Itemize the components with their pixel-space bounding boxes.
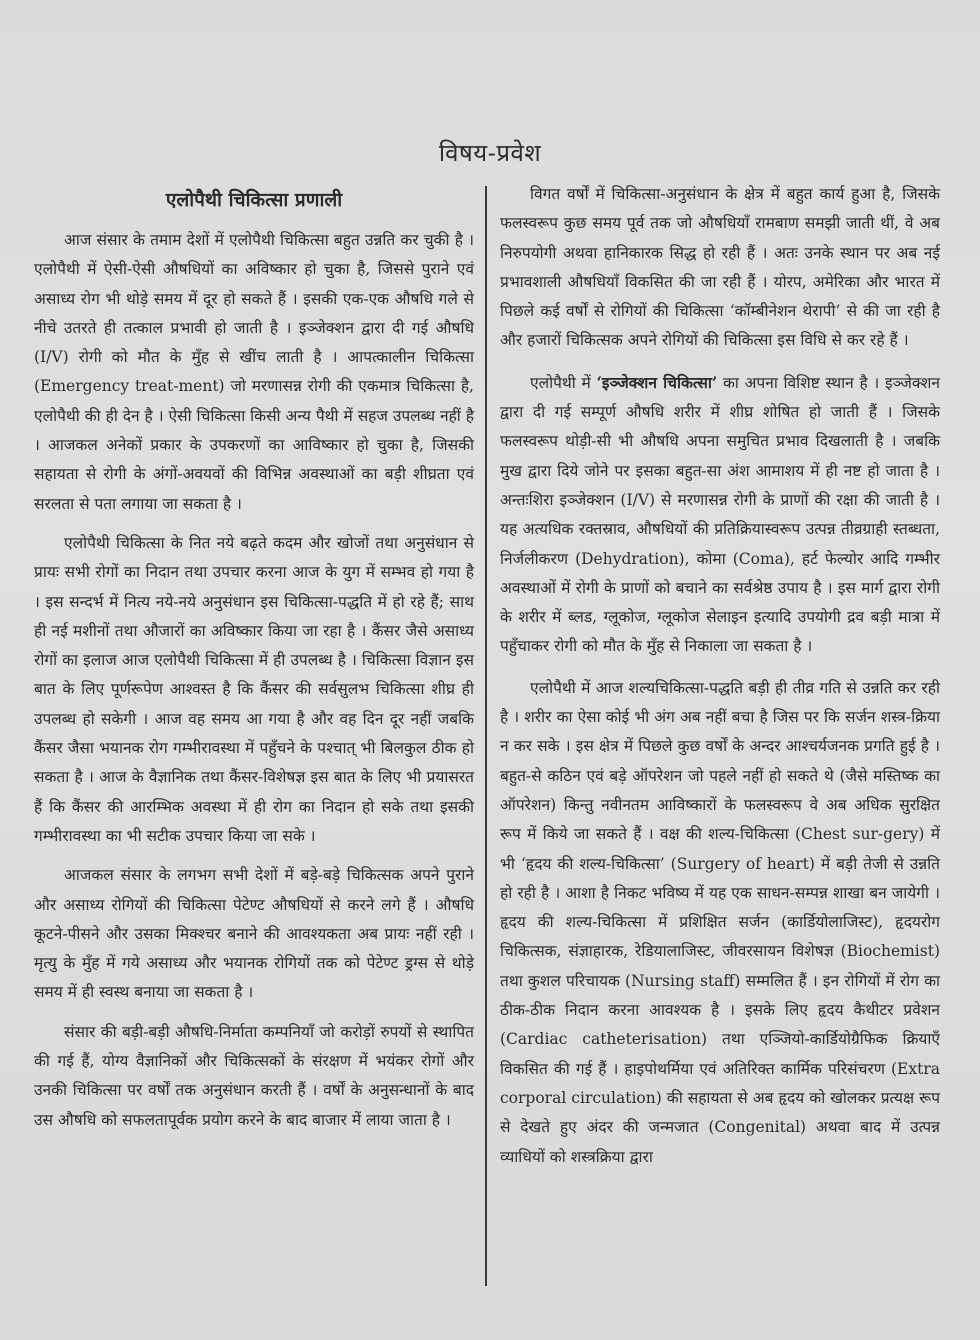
column-divider	[485, 186, 487, 1286]
left-column	[34, 180, 474, 1145]
page-title: विषय-प्रवेश	[438, 139, 542, 167]
paragraph: आज संसार के तमाम देशों में एलोपैथी चिकित्सा बहुत उन्नति कर चुकी है । एलोपैथी में ऐसी-ऐसी औषधियों का अविष्कार हो चुका है, जिससे पुराने एवं असाध्य रोग भी थोड़े समय में दूर हो सकते हैं । इसकी एक-एक औषधि गले से नीचे उतरते ही तत्काल प्रभावी हो जाती है । इञ्जेक्शन द्वारा दी गई औषधि (I/V) रोगी को मौत के मुँह से खींच लाती है । आपत्कालीन चिकित्सा (Emergency treat-ment) जो मरणासन्न रोगी की एकमात्र चिकित्सा है, एलोपैथी की ही देन है । ऐसी चिकित्सा किसी अन्य पैथी में सहज उपलब्ध नहीं है । आजकल अनेकों प्रकार के उपकरणों का आविष्कार हो चुका है, जिसकी सहायता से रोगी के अंगों-अवयवों की विभिन्न अवस्थाओं का बड़ी शीघ्रता एवं सरलता से पता लगाया जा सकता है ।	[34, 231, 474, 513]
paragraph-rest: है । इञ्जेक्शन द्वारा दी गई सम्पूर्ण औषधि शरीर में शीघ्र शोषित हो जाती हैं । जिसके फलस्वरूप थोड़ी-सी भी औषधि अपना समुचित प्रभाव दिखलाती है । जबकि मुख द्वारा दिये जोने पर इसका बहुत-सा अंश आमाशय में ही नष्ट हो जाता है । अन्तःशिरा इञ्जेक्शन (I/V) से मरणासन्न रोगी के प्राणों की रक्षा की जाती है । यह अत्यधिक रक्तस्राव, औषधियों की प्रतिक्रियास्वरूप उत्पन्न तीव्रग्राही स्तब्धता, निर्जलीकरण (Dehydration), कोमा (Coma), हर्ट फेल्योर आदि गम्भीर अवस्थाओं में रोगी के प्राणों को बचाने का सर्वश्रेष्ठ उपाय है । इस मार्ग द्वारा रोगी के शरीर में ब्लड, ग्लूकोज, ग्लूकोज सेलाइन इत्यादि उपयोगी द्रव बड़ी मात्रा में पहुँचाकर रोगी को मौत के मुँह से निकाला जा सकता है ।	[500, 373, 940, 656]
paragraph-injection	[500, 368, 940, 662]
paragraph: संसार की बड़ी-बड़ी औषधि-निर्माता कम्पनियाँ जो करोड़ों रुपयों से स्थापित की गई हैं, योग्य वैज्ञानिकों और चिकित्सकों के संरक्षण में भयंकर रोगों और उनकी चिकित्सा पर वर्षों तक अनुसंधान करती हैं । वर्षों के अनुसन्धानों के बाद उस औषधि को सफलतापूर्वक प्रयोग करने के बाद बाजार में लाया जाता है ।	[34, 1022, 474, 1129]
right-column	[500, 180, 940, 1184]
paragraph: एलोपैथी चिकित्सा के नित नये बढ़ते कदम और खोजों तथा अनुसंधान से प्रायः सभी रोगों का निदान तथा उपचार करना आज के युग में सम्भव हो गया है । इस सन्दर्भ में नित्य नये-नये अनुसंधान इस चिकित्सा-पद्धति में हो रहे हैं; साथ ही नई मशीनों तथा औजारों का अविष्कार किया जा रहा है । कैंसर जैसे असाध्य रोगों का इलाज आज एलोपैथी चिकित्सा में ही उपलब्ध है । चिकित्सा विज्ञान इस बात के लिए पूर्णरूपेण आश्वस्त है कि कैंसर की सर्वसुलभ चिकित्सा शीघ्र ही उपलब्ध हो सकेगी । आज वह समय आ गया है और वह दिन दूर नहीं जबकि कैंसर जैसा भयानक रोग गम्भीरावस्था में पहुँचने के पश्चात् भी बिलकुल ठीक हो सकता है । आज के वैज्ञानिक तथा कैंसर-विशेषज्ञ इस बात के लिए भी प्रयासरत हैं कि कैंसर की आरम्भिक अवस्था में ही रोग का निदान हो सके तथा इसकी गम्भीरावस्था का भी सटीक उपचार किया जा सके ।	[34, 533, 474, 845]
bold-term: ‘इञ्जेक्शन चिकित्सा’	[596, 372, 718, 392]
paragraph: विगत वर्षों में चिकित्सा-अनुसंधान के क्षेत्र में बहुत कार्य हुआ है, जिसके फलस्वरूप कुछ समय पूर्व तक जो औषधियाँ रामबाण समझी जाती थीं, वे अब निरुपयोगी अथवा हानिकारक सिद्ध हो रही हैं । अतः उनके स्थान पर अब नई प्रभावशाली औषधियाँ विकसित की जा रही हैं । योरप, अमेरिका और भारत में पिछले कई वर्षों से रोगियों की चिकित्सा ‘कॉम्बीनेशन थेरापी’ से की जा रही है और हजारों चिकित्सक अपने रोगियों की चिकित्सा इस विधि से कर रहे हैं ।	[500, 185, 940, 350]
paragraph: एलोपैथी में आज शल्यचिकित्सा-पद्धति बड़ी ही तीव्र गति से उन्नति कर रही है । शरीर का ऐसा कोई भी अंग अब नहीं बचा है जिस पर कि सर्जन शस्त्र-क्रिया न कर सके । इस क्षेत्र में पिछले कुछ वर्षों के अन्दर आश्चर्यजनक प्रगति हुई है । बहुत-से कठिन एवं बड़े ऑपरेशन जो पहले नहीं हो सकते थे (जैसे मस्तिष्क का ऑपरेशन) किन्तु नवीनतम आविष्कारों के फलस्वरूप वे अब अधिक सुरक्षित रूप में किये जा सकते हैं । वक्ष की शल्य-चिकित्सा (Chest sur-gery) में भी ‘हृदय की शल्य-चिकित्सा’ (Surgery of heart) में बड़ी तेजी से उन्नति हो रही है । आशा है निकट भविष्य में यह एक साधन-सम्पन्न शाखा बन जायेगी । हृदय की शल्य-चिकित्सा में प्रशिक्षित सर्जन (कार्डियोलाजिस्ट), हृदयरोग चिकित्सक, संज्ञाहारक, रेडियालाजिस्ट, जीवरसायन विशेषज्ञ (Biochemist) तथा कुशल परिचायक (Nursing staff) सम्मलित हैं । इन रोगियों में रोग का ठीक-ठीक निदान करना आवश्यक है । इसके लिए हृदय कैथीटर प्रवेशन (Cardiac catheterisation) तथा एञ्जियो-कार्डियोग्रैफिक क्रियाएँ विकसित की गई हैं । हाइपोथर्मिया एवं अतिरिक्त कार्मिक परिसंचरण (Extra corporal circulation) की सहायता से अब हृदय को खोलकर प्रत्यक्ष रूप से देखते हुए अंदर की जन्मजात (Congenital) अथवा बाद में उत्पन्न व्याधियों को शस्त्रक्रिया द्वारा	[500, 678, 940, 1166]
paragraph-after: का अपना विशिष्ट स्थान	[717, 373, 860, 392]
paragraph-lead: एलोपैथी में	[530, 373, 597, 392]
section-heading: एलोपैथी चिकित्सा प्रणाली	[165, 189, 343, 211]
paragraph: आजकल संसार के लगभग सभी देशों में बड़े-बड़े चिकित्सक अपने पुराने और असाध्य रोगियों की चिकित्सा पेटेण्ट औषधियों से करने लगे हैं । औषधि कूटने-पीसने और उसका मिक्श्चर बनाने की आवश्यकता अब प्रायः नहीं रही । मृत्यु के मुँह में गये असाध्य और भयानक रोगियों तक को पेटेण्ट ड्रग्स से थोड़े समय में ही स्वस्थ बनाया जा सकता है ।	[34, 866, 474, 1002]
